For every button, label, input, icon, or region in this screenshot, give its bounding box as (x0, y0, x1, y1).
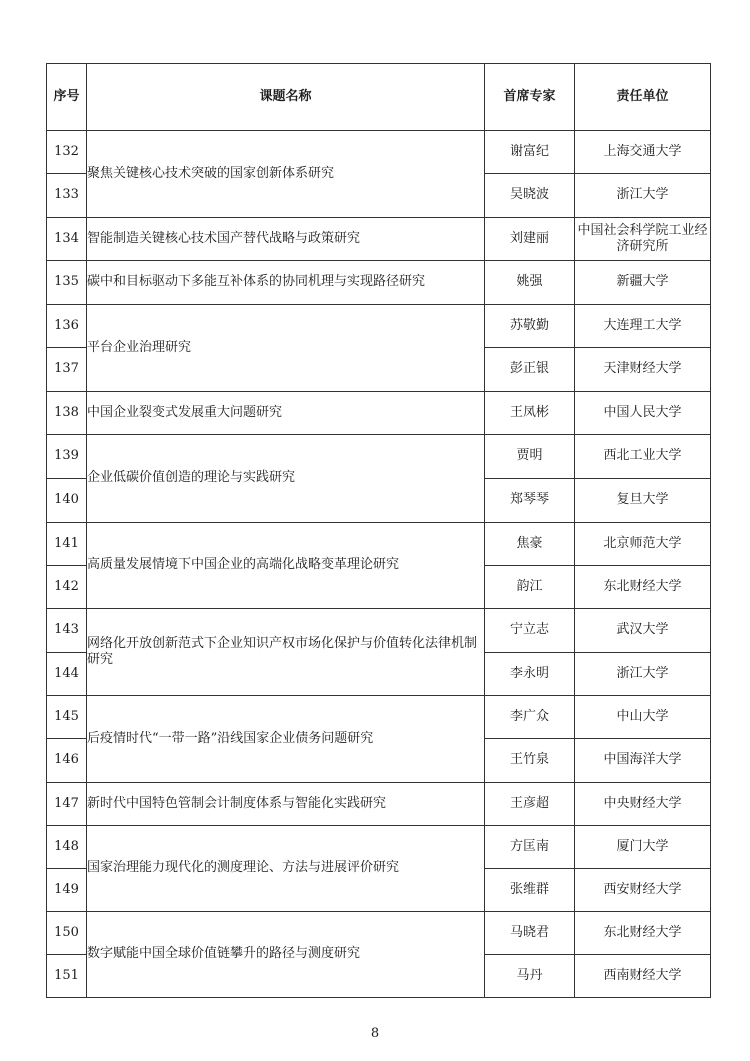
responsible-unit-cell: 天津财经大学 (575, 348, 711, 392)
responsible-unit-cell: 中国海洋大学 (575, 739, 711, 783)
project-table (46, 63, 711, 998)
seq-cell: 146 (47, 739, 87, 783)
seq-cell: 132 (47, 131, 87, 174)
project-title-cell: 数字赋能中国全球价值链攀升的路径与测度研究 (87, 912, 485, 998)
project-title-cell: 中国企业裂变式发展重大问题研究 (87, 392, 485, 435)
chief-expert-cell: 郑琴琴 (485, 479, 575, 523)
responsible-unit-cell: 大连理工大学 (575, 305, 711, 348)
header-seq: 序号 (47, 64, 87, 131)
seq-cell: 145 (47, 696, 87, 739)
header-unit: 责任单位 (575, 64, 711, 131)
responsible-unit-cell: 复旦大学 (575, 479, 711, 523)
seq-cell: 150 (47, 912, 87, 955)
chief-expert-cell: 方匡南 (485, 826, 575, 869)
seq-cell: 142 (47, 566, 87, 609)
project-title-cell: 国家治理能力现代化的测度理论、方法与进展评价研究 (87, 826, 485, 912)
seq-cell: 143 (47, 609, 87, 653)
chief-expert-cell: 韵江 (485, 566, 575, 609)
chief-expert-cell: 张维群 (485, 869, 575, 912)
seq-cell: 135 (47, 261, 87, 305)
seq-cell: 136 (47, 305, 87, 348)
responsible-unit-cell: 上海交通大学 (575, 131, 711, 174)
responsible-unit-cell: 北京师范大学 (575, 523, 711, 566)
chief-expert-cell: 焦豪 (485, 523, 575, 566)
table-row (47, 523, 711, 566)
chief-expert-cell: 谢富纪 (485, 131, 575, 174)
project-title-cell: 企业低碳价值创造的理论与实践研究 (87, 435, 485, 523)
seq-cell: 147 (47, 783, 87, 826)
chief-expert-cell: 王凤彬 (485, 392, 575, 435)
seq-cell: 141 (47, 523, 87, 566)
project-title-cell: 后疫情时代“一带一路”沿线国家企业债务问题研究 (87, 696, 485, 783)
table-row (47, 826, 711, 869)
seq-cell: 151 (47, 955, 87, 998)
seq-cell: 133 (47, 174, 87, 218)
table-row (47, 261, 711, 305)
table-body (47, 131, 711, 998)
project-title-cell: 高质量发展情境下中国企业的高端化战略变革理论研究 (87, 523, 485, 609)
responsible-unit-cell: 东北财经大学 (575, 912, 711, 955)
seq-cell: 149 (47, 869, 87, 912)
seq-cell: 140 (47, 479, 87, 523)
project-title-cell: 新时代中国特色管制会计制度体系与智能化实践研究 (87, 783, 485, 826)
header-expert: 首席专家 (485, 64, 575, 131)
table-row (47, 696, 711, 739)
seq-cell: 134 (47, 218, 87, 261)
table-row (47, 783, 711, 826)
page-number: 8 (370, 1026, 380, 1041)
chief-expert-cell: 姚强 (485, 261, 575, 305)
project-title-cell: 网络化开放创新范式下企业知识产权市场化保护与价值转化法律机制研究 (87, 609, 485, 696)
responsible-unit-cell: 中山大学 (575, 696, 711, 739)
chief-expert-cell: 李永明 (485, 653, 575, 696)
project-title-cell: 智能制造关键核心技术国产替代战略与政策研究 (87, 218, 485, 261)
chief-expert-cell: 彭正银 (485, 348, 575, 392)
header-title: 课题名称 (87, 64, 485, 131)
chief-expert-cell: 贾明 (485, 435, 575, 479)
responsible-unit-cell: 厦门大学 (575, 826, 711, 869)
seq-cell: 144 (47, 653, 87, 696)
table-row (47, 912, 711, 955)
responsible-unit-cell: 中国人民大学 (575, 392, 711, 435)
responsible-unit-cell: 西南财经大学 (575, 955, 711, 998)
chief-expert-cell: 王彦超 (485, 783, 575, 826)
responsible-unit-cell: 中央财经大学 (575, 783, 711, 826)
chief-expert-cell: 马丹 (485, 955, 575, 998)
responsible-unit-cell: 浙江大学 (575, 653, 711, 696)
table-row (47, 305, 711, 348)
chief-expert-cell: 马晓君 (485, 912, 575, 955)
chief-expert-cell: 苏敬勤 (485, 305, 575, 348)
responsible-unit-cell: 西安财经大学 (575, 869, 711, 912)
responsible-unit-cell: 东北财经大学 (575, 566, 711, 609)
project-title-cell: 平台企业治理研究 (87, 305, 485, 392)
project-title-cell: 聚焦关键核心技术突破的国家创新体系研究 (87, 131, 485, 218)
chief-expert-cell: 宁立志 (485, 609, 575, 653)
table-row (47, 392, 711, 435)
responsible-unit-cell: 武汉大学 (575, 609, 711, 653)
chief-expert-cell: 吴晓波 (485, 174, 575, 218)
seq-cell: 139 (47, 435, 87, 479)
seq-cell: 148 (47, 826, 87, 869)
table-row (47, 435, 711, 479)
table-row (47, 609, 711, 653)
seq-cell: 137 (47, 348, 87, 392)
table-row (47, 131, 711, 174)
chief-expert-cell: 李广众 (485, 696, 575, 739)
chief-expert-cell: 王竹泉 (485, 739, 575, 783)
responsible-unit-cell: 浙江大学 (575, 174, 711, 218)
project-title-cell: 碳中和目标驱动下多能互补体系的协同机理与实现路径研究 (87, 261, 485, 305)
table-row (47, 218, 711, 261)
responsible-unit-cell: 新疆大学 (575, 261, 711, 305)
chief-expert-cell: 刘建丽 (485, 218, 575, 261)
responsible-unit-cell: 中国社会科学院工业经济研究所 (575, 218, 711, 261)
seq-cell: 138 (47, 392, 87, 435)
responsible-unit-cell: 西北工业大学 (575, 435, 711, 479)
header-row (47, 64, 711, 131)
